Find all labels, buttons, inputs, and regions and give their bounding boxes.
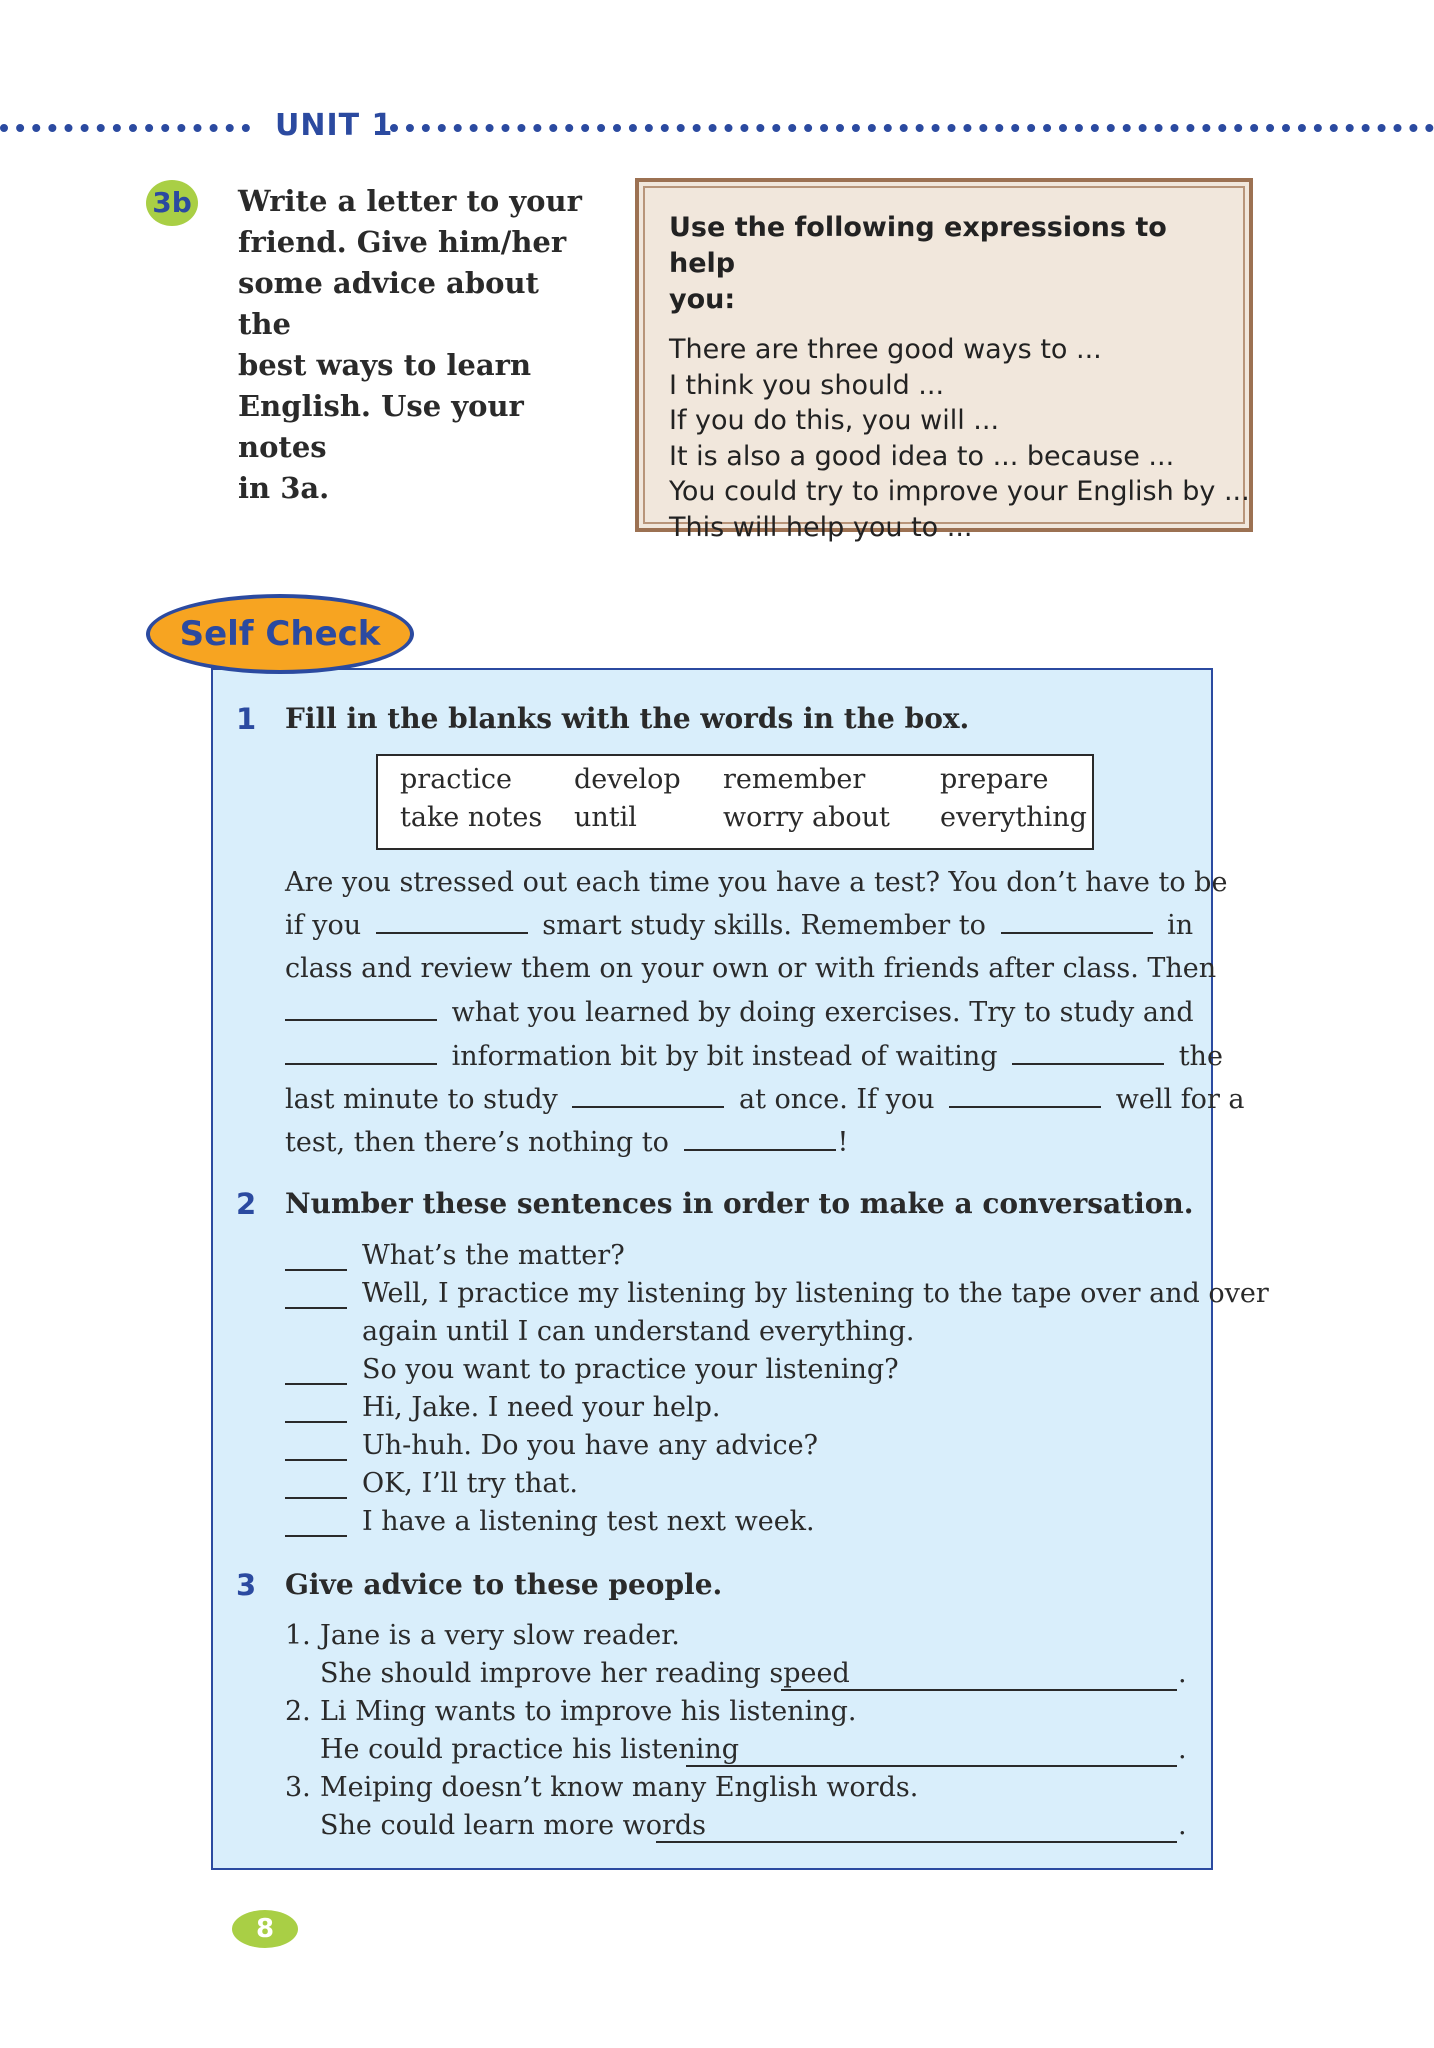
passage-line [285, 1040, 1223, 1074]
task-3b-line: Write a letter to your [238, 184, 582, 218]
conversation-line: OK, I’ll try that. [362, 1468, 578, 1499]
expression-line: There are three good ways to ... [669, 334, 1102, 365]
activity-badge-3b: 3b [146, 180, 198, 226]
expression-line: If you do this, you will ... [669, 405, 1000, 436]
advice-item-number: 3. [285, 1772, 311, 1803]
passage-text: if you [285, 910, 362, 941]
conversation-line: So you want to practice your listening? [362, 1354, 899, 1385]
question-1-title: Fill in the blanks with the words in the box. [285, 702, 970, 735]
task-3b-line: in 3a. [238, 471, 330, 505]
fill-blank[interactable] [1001, 910, 1153, 934]
advice-situation: Meiping doesn’t know many English words. [320, 1772, 919, 1803]
page-number: 8 [232, 1910, 298, 1948]
word-box-item: worry about [723, 802, 890, 833]
word-box [376, 754, 1094, 850]
fill-blank[interactable] [376, 910, 528, 934]
passage-text: in [1167, 910, 1194, 941]
task-3b-line: English. Use your notes [238, 389, 524, 464]
passage-line [285, 1126, 848, 1160]
conversation-line: I have a listening test next week. [362, 1506, 815, 1537]
order-blank[interactable] [285, 1421, 347, 1423]
advice-period: . [1178, 1658, 1187, 1689]
question-2-title: Number these sentences in order to make a conversation. [285, 1187, 1194, 1220]
header-dotted-rule-left [0, 124, 250, 142]
passage-line [285, 909, 1193, 943]
fill-blank[interactable] [949, 1084, 1101, 1108]
advice-blank[interactable] [656, 1841, 1177, 1843]
passage-line [285, 996, 1194, 1030]
word-box-item: prepare [940, 764, 1049, 795]
advice-prompt: He could practice his listening [320, 1734, 740, 1765]
advice-situation: Li Ming wants to improve his listening. [320, 1696, 857, 1727]
task-3b-line: some advice about the [238, 266, 539, 341]
conversation-line: Uh-huh. Do you have any advice? [362, 1430, 819, 1461]
expressions-title [669, 210, 1219, 318]
expression-line: This will help you to ... [669, 511, 973, 543]
self-check-title: Self Check [146, 594, 414, 674]
fill-blank[interactable] [1012, 1041, 1164, 1065]
passage-line [285, 1083, 1245, 1117]
word-box-item: until [574, 802, 637, 833]
passage-text: last minute to study [285, 1084, 558, 1115]
expressions-title-line: you: [669, 284, 736, 315]
fill-blank[interactable] [285, 997, 437, 1021]
advice-situation: Jane is a very slow reader. [320, 1620, 680, 1651]
passage-text: what you learned by doing exercises. Try to study and [451, 997, 1194, 1028]
expressions-box-inner [643, 186, 1250, 543]
passage-text: well for a [1115, 1084, 1245, 1115]
passage-text: information bit by bit instead of waiting [451, 1041, 998, 1072]
advice-period: . [1178, 1734, 1187, 1765]
passage-text: the [1178, 1041, 1223, 1072]
task-3b-instructions [238, 181, 598, 509]
advice-item-number: 2. [285, 1696, 311, 1727]
unit-label: UNIT 1 [275, 108, 394, 143]
task-3b-line: friend. Give him/her [238, 225, 567, 259]
passage-text: test, then there’s nothing to [285, 1127, 669, 1158]
advice-period: . [1178, 1810, 1187, 1841]
word-box-item: practice [400, 764, 512, 795]
word-box-item: everything [940, 802, 1087, 833]
conversation-line: again until I can understand everything. [362, 1316, 915, 1347]
task-3b-line: best ways to learn [238, 348, 532, 382]
fill-blank[interactable] [572, 1084, 724, 1108]
order-blank[interactable] [285, 1535, 347, 1537]
word-box-item: remember [723, 764, 866, 795]
conversation-line: Hi, Jake. I need your help. [362, 1392, 721, 1423]
word-box-item: take notes [400, 802, 543, 833]
passage-text: at once. If you [738, 1084, 935, 1115]
expressions-box [635, 178, 1253, 543]
passage-text: smart study skills. Remember to [542, 910, 986, 941]
header-dotted-rule-right [390, 124, 1434, 142]
passage-line: Are you stressed out each time you have a test? You don’t have to be [285, 867, 1228, 898]
fill-blank[interactable] [684, 1127, 836, 1151]
passage-text: ! [837, 1127, 849, 1158]
expression-line: You could try to improve your English by ... [669, 476, 1250, 507]
order-blank[interactable] [285, 1269, 347, 1271]
question-number: 1 [236, 702, 257, 736]
order-blank[interactable] [285, 1307, 347, 1309]
advice-blank[interactable] [781, 1689, 1177, 1691]
passage-line: class and review them on your own or with friends after class. Then [285, 953, 1217, 984]
question-number: 2 [236, 1187, 257, 1221]
order-blank[interactable] [285, 1459, 347, 1461]
order-blank[interactable] [285, 1383, 347, 1385]
expression-line: It is also a good idea to ... because ... [669, 440, 1175, 472]
conversation-line: Well, I practice my listening by listening to the tape over and over [362, 1278, 1269, 1309]
expression-line: I think you should ... [669, 369, 945, 401]
advice-prompt: She should improve her reading speed [320, 1658, 850, 1689]
fill-blank[interactable] [285, 1041, 437, 1065]
conversation-line: What’s the matter? [362, 1240, 625, 1271]
question-number: 3 [236, 1568, 257, 1602]
question-3-title: Give advice to these people. [285, 1568, 723, 1601]
expressions-title-line: Use the following expressions to help [669, 212, 1167, 279]
advice-item-number: 1. [285, 1620, 311, 1651]
advice-prompt: She could learn more words [320, 1810, 707, 1841]
order-blank[interactable] [285, 1497, 347, 1499]
word-box-item: develop [574, 764, 681, 795]
advice-blank[interactable] [686, 1765, 1177, 1767]
